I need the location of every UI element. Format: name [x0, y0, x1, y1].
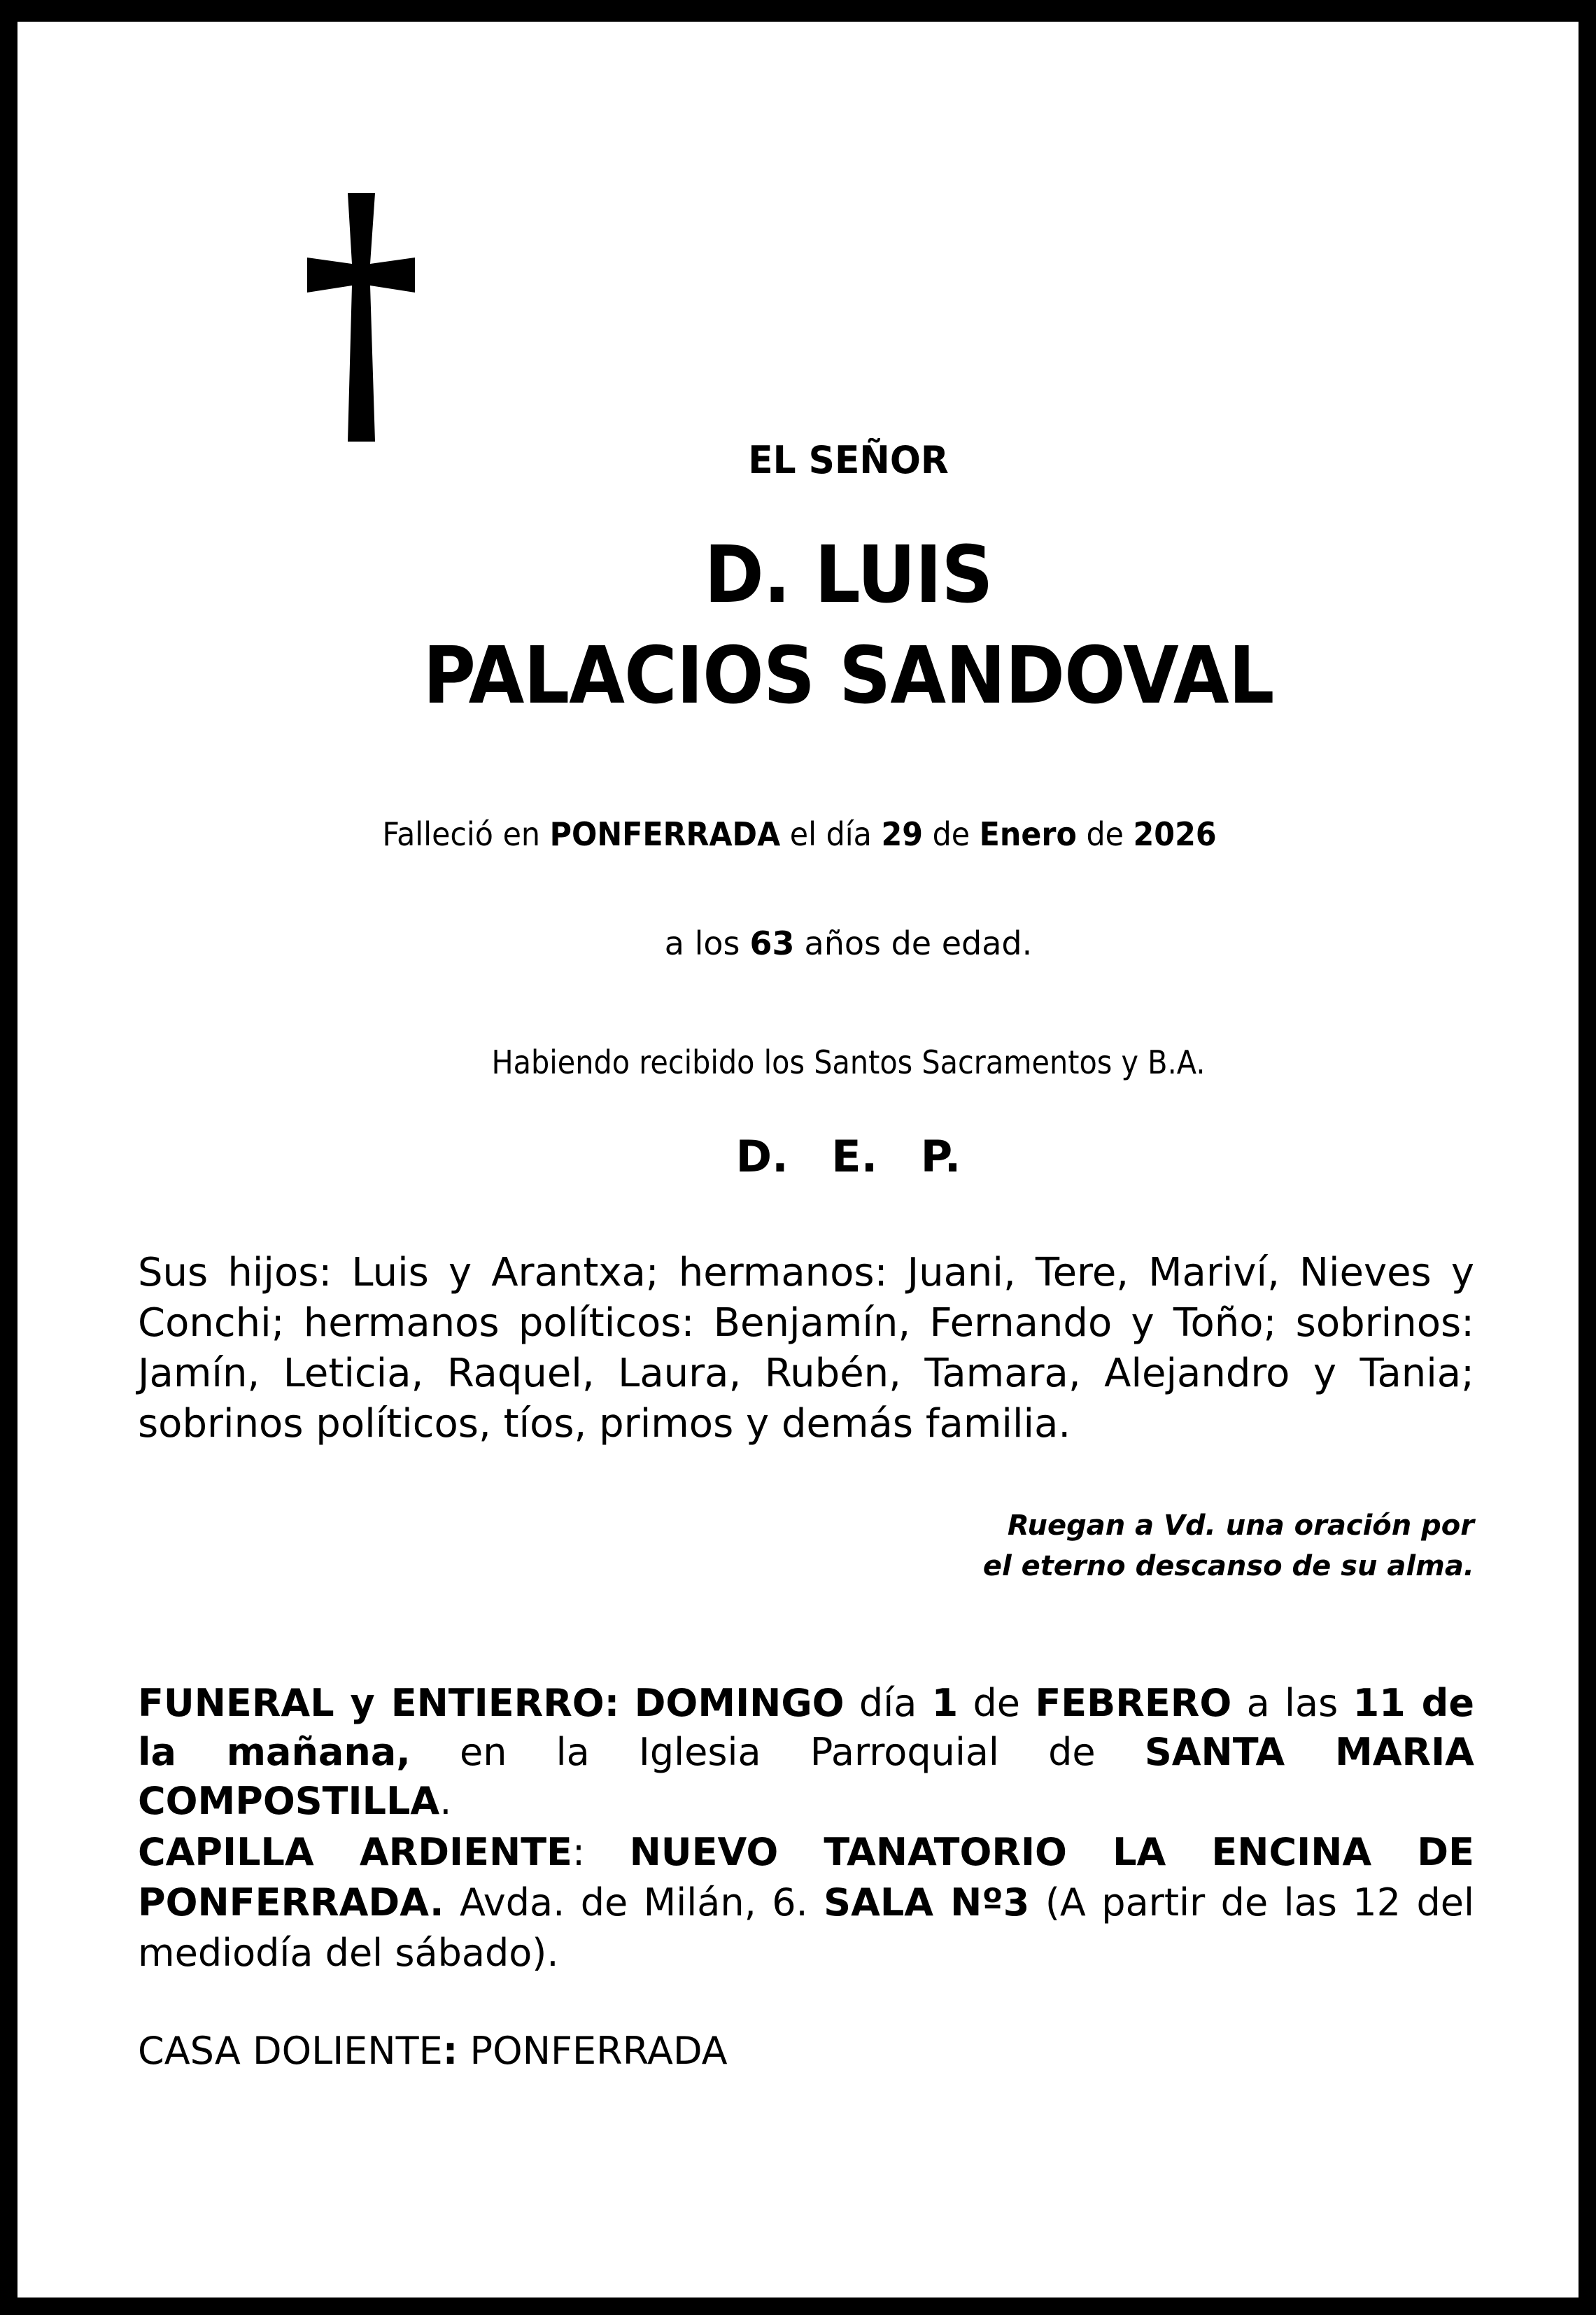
death-year: 2026	[1133, 815, 1217, 853]
chapel-details	[138, 1827, 1474, 1978]
prayer-request	[787, 1505, 1474, 1586]
funeral-time-prefix: a las	[1246, 1681, 1339, 1725]
deceased-name-line1: D. LUIS	[704, 530, 993, 621]
house-value: PONFERRADA	[469, 2029, 728, 2073]
mourning-house	[138, 2029, 728, 2073]
age-prefix: a los	[664, 924, 740, 962]
death-notice	[183, 815, 1415, 853]
age-line	[185, 924, 1511, 962]
death-place: PONFERRADA	[549, 815, 781, 853]
sacraments-line: Habiendo recibido los Santos Sacramentos y B.A.	[491, 1043, 1206, 1081]
house-colon: :	[442, 2029, 458, 2073]
obituary-card	[17, 22, 1579, 2298]
funeral-end: .	[439, 1779, 452, 1823]
house-label: CASA DOLIENTE	[138, 2029, 443, 2073]
chapel-hours: (A partir de las 12 del mediodía del sábado).	[138, 1880, 1474, 1975]
funeral-month: FEBRERO	[1035, 1681, 1232, 1725]
funeral-place-prefix: en la Iglesia Parroquial de	[459, 1730, 1096, 1774]
death-month-prefix: de	[932, 815, 970, 853]
chapel-room: SALA Nº3	[824, 1880, 1030, 1925]
funeral-month-prefix: de	[973, 1681, 1021, 1725]
funeral-day: 1	[931, 1681, 959, 1725]
funeral-day-prefix: día	[859, 1681, 917, 1725]
prayer-line2: el eterno descanso de su alma.	[982, 1550, 1474, 1582]
chapel-address: Avda. de Milán, 6.	[460, 1880, 808, 1925]
funeral-label: FUNERAL y ENTIERRO:	[138, 1681, 620, 1725]
age-value: 63	[749, 924, 795, 962]
family-paragraph: Sus hijos: Luis y Arantxa; hermanos: Juani, Tere, Mariví, Nieves y Conchi; hermanos políticos: Benjamín, Fernando y Toño; sobrinos: Jamín, Leticia, Raquel, Laura, Rubén, Tamara, Alejandro y Tania; sobrinos políticos, tíos, primos y demás familia.	[138, 1250, 1474, 1447]
rip-line: D. E. P.	[735, 1131, 961, 1182]
age-suffix: años de edad.	[804, 924, 1033, 962]
death-day: 29	[881, 815, 923, 853]
prayer-line1: Ruegan a Vd. una oración por	[1007, 1510, 1474, 1542]
death-prefix: Falleció en	[382, 815, 540, 853]
chapel-label: CAPILLA ARDIENTE	[138, 1830, 572, 1874]
funeral-place: SANTA MARIA COMPOSTILLA	[138, 1730, 1474, 1823]
chapel-venue: NUEVO TANATORIO LA ENCINA DE PONFERRADA.	[138, 1830, 1475, 1925]
latin-cross-icon	[306, 193, 416, 442]
honorific: EL SEÑOR	[748, 438, 949, 482]
death-month: Enero	[979, 815, 1077, 853]
funeral-details	[138, 1679, 1474, 1826]
funeral-time: 11 de la mañana,	[138, 1681, 1474, 1774]
deceased-name-line2: PALACIOS SANDOVAL	[423, 631, 1274, 722]
chapel-colon: :	[572, 1830, 586, 1874]
death-year-prefix: de	[1086, 815, 1124, 853]
death-day-prefix: el día	[789, 815, 872, 853]
funeral-weekday: DOMINGO	[634, 1681, 845, 1725]
